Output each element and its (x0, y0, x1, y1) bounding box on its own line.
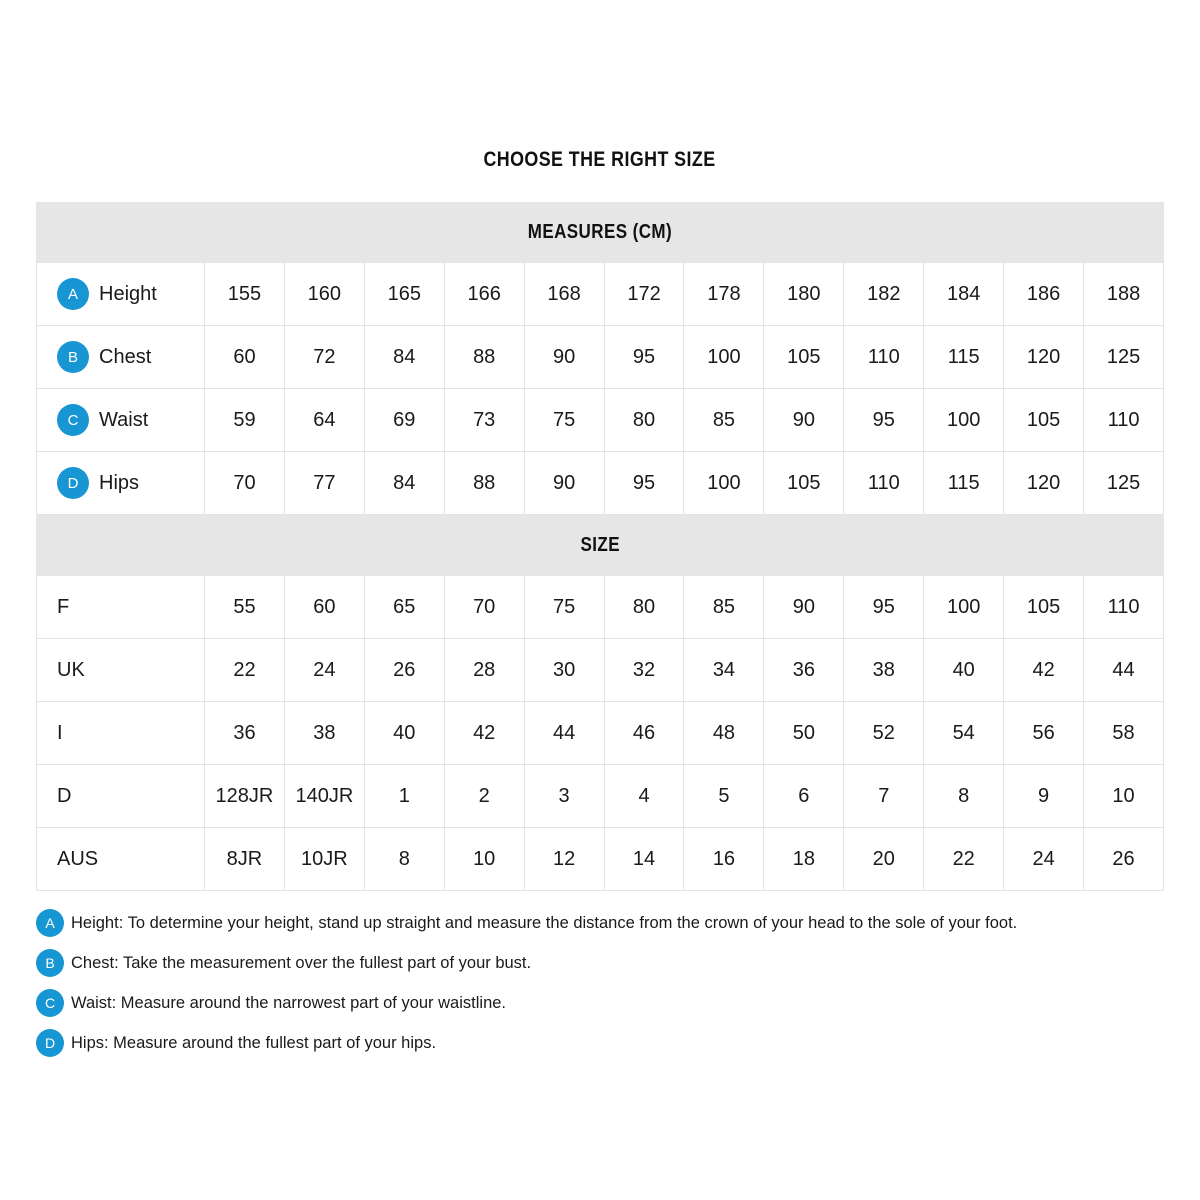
f-value-cell: 90 (763, 576, 843, 638)
i-value-cell: 38 (284, 702, 364, 764)
height-value-cell: 186 (1003, 263, 1083, 325)
i-value-cell: 40 (364, 702, 444, 764)
f-value-cell: 85 (683, 576, 763, 638)
d-value-cell: 4 (604, 765, 684, 827)
d-value-cell: 5 (683, 765, 763, 827)
aus-value-cell: 16 (683, 828, 763, 890)
waist-value-cell: 100 (923, 389, 1003, 451)
i-value-cell: 46 (604, 702, 684, 764)
height-value-cell: 182 (843, 263, 923, 325)
aus-value-cell: 18 (763, 828, 843, 890)
height-value-cell: 168 (524, 263, 604, 325)
i-value-cell: 50 (763, 702, 843, 764)
height-value-cell: 184 (923, 263, 1003, 325)
f-value-cell: 60 (284, 576, 364, 638)
chest-value-cell: 110 (843, 326, 923, 388)
waist-value-cell: 85 (683, 389, 763, 451)
chest-value-cell: 105 (763, 326, 843, 388)
waist-value-cell: 110 (1083, 389, 1163, 451)
height-value-cell: 160 (284, 263, 364, 325)
chest-value-cell: 72 (284, 326, 364, 388)
chest-value-cell: 100 (683, 326, 763, 388)
size-header-label: SIZE (580, 534, 620, 556)
hips-value-cell: 77 (284, 452, 364, 514)
f-value-cell: 75 (524, 576, 604, 638)
chest-value-cell: 60 (204, 326, 284, 388)
uk-value-cell: 22 (204, 639, 284, 701)
hips-value-cell: 125 (1083, 452, 1163, 514)
hips-badge: D (57, 467, 89, 499)
height-value-cell: 166 (444, 263, 524, 325)
note-badge: D (36, 1029, 64, 1057)
d-value-cell: 128JR (204, 765, 284, 827)
note-badge: C (36, 989, 64, 1017)
i-value-cell: 56 (1003, 702, 1083, 764)
aus-label: AUS (57, 847, 99, 870)
uk-value-cell: 34 (683, 639, 763, 701)
height-value-cell: 172 (604, 263, 684, 325)
d-value-cell: 2 (444, 765, 524, 827)
chest-value-cell: 90 (524, 326, 604, 388)
waist-value-cell: 95 (843, 389, 923, 451)
page-title-text: CHOOSE THE RIGHT SIZE (483, 148, 717, 171)
d-row (36, 765, 1164, 828)
chest-value-cell: 120 (1003, 326, 1083, 388)
d-value-cell: 8 (923, 765, 1003, 827)
waist-value-cell: 73 (444, 389, 524, 451)
hips-value-cell: 90 (524, 452, 604, 514)
i-value-cell: 54 (923, 702, 1003, 764)
waist-value-cell: 75 (524, 389, 604, 451)
f-value-cell: 80 (604, 576, 684, 638)
chest-label: Chest (99, 345, 152, 368)
chest-value-cell: 115 (923, 326, 1003, 388)
hips-value-cell: 110 (843, 452, 923, 514)
i-value-cell: 48 (683, 702, 763, 764)
uk-value-cell: 24 (284, 639, 364, 701)
chest-label-cell (37, 326, 204, 388)
f-value-cell: 70 (444, 576, 524, 638)
f-value-cell: 105 (1003, 576, 1083, 638)
d-value-cell: 6 (763, 765, 843, 827)
hips-value-cell: 100 (683, 452, 763, 514)
i-value-cell: 44 (524, 702, 604, 764)
i-value-cell: 58 (1083, 702, 1163, 764)
i-label-cell (37, 702, 204, 764)
hips-row (36, 452, 1164, 515)
d-value-cell: 9 (1003, 765, 1083, 827)
aus-value-cell: 8JR (204, 828, 284, 890)
i-value-cell: 42 (444, 702, 524, 764)
uk-value-cell: 36 (763, 639, 843, 701)
height-value-cell: 178 (683, 263, 763, 325)
aus-value-cell: 24 (1003, 828, 1083, 890)
uk-value-cell: 38 (843, 639, 923, 701)
aus-value-cell: 20 (843, 828, 923, 890)
size-chart-table (36, 202, 1164, 891)
d-value-cell: 140JR (284, 765, 364, 827)
measurement-notes (36, 909, 1164, 1057)
uk-value-cell: 44 (1083, 639, 1163, 701)
uk-label-cell (37, 639, 204, 701)
note-text: Hips: Measure around the fullest part of your hips. (71, 1033, 437, 1052)
chest-value-cell: 95 (604, 326, 684, 388)
note-badge: A (36, 909, 64, 937)
waist-label: Waist (99, 408, 149, 431)
height-value-cell: 155 (204, 263, 284, 325)
note-item (36, 1029, 1164, 1057)
waist-value-cell: 64 (284, 389, 364, 451)
note-item (36, 909, 1164, 937)
aus-value-cell: 12 (524, 828, 604, 890)
uk-value-cell: 32 (604, 639, 684, 701)
d-value-cell: 1 (364, 765, 444, 827)
hips-value-cell: 84 (364, 452, 444, 514)
i-row (36, 702, 1164, 765)
chest-badge: B (57, 341, 89, 373)
waist-value-cell: 80 (604, 389, 684, 451)
hips-value-cell: 115 (923, 452, 1003, 514)
height-value-cell: 165 (364, 263, 444, 325)
hips-value-cell: 105 (763, 452, 843, 514)
chest-row (36, 326, 1164, 389)
height-label: Height (99, 282, 157, 305)
f-label-cell (37, 576, 204, 638)
page-title (0, 0, 1200, 172)
hips-label: Hips (99, 471, 140, 494)
hips-value-cell: 95 (604, 452, 684, 514)
i-label: I (57, 721, 63, 744)
measures-header-label: MEASURES (CM) (527, 221, 673, 243)
aus-row (36, 828, 1164, 891)
f-value-cell: 55 (204, 576, 284, 638)
f-value-cell: 110 (1083, 576, 1163, 638)
waist-row (36, 389, 1164, 452)
note-item (36, 949, 1164, 977)
note-item (36, 989, 1164, 1017)
aus-value-cell: 10JR (284, 828, 364, 890)
uk-value-cell: 42 (1003, 639, 1083, 701)
uk-row (36, 639, 1164, 702)
d-value-cell: 10 (1083, 765, 1163, 827)
hips-value-cell: 88 (444, 452, 524, 514)
f-value-cell: 100 (923, 576, 1003, 638)
waist-value-cell: 69 (364, 389, 444, 451)
waist-value-cell: 105 (1003, 389, 1083, 451)
d-value-cell: 3 (524, 765, 604, 827)
f-row (36, 576, 1164, 639)
measures-rows (36, 263, 1164, 515)
aus-value-cell: 10 (444, 828, 524, 890)
f-label: F (57, 595, 70, 618)
waist-value-cell: 90 (763, 389, 843, 451)
note-text: Chest: Take the measurement over the fullest part of your bust. (71, 953, 532, 972)
uk-value-cell: 26 (364, 639, 444, 701)
uk-label: UK (57, 658, 85, 681)
aus-label-cell (37, 828, 204, 890)
note-text: Height: To determine your height, stand up straight and measure the distance from the crown of your head to the sole of your foot. (71, 913, 1018, 932)
uk-value-cell: 40 (923, 639, 1003, 701)
waist-label-cell (37, 389, 204, 451)
height-value-cell: 188 (1083, 263, 1163, 325)
d-value-cell: 7 (843, 765, 923, 827)
d-label: D (57, 784, 72, 807)
chest-value-cell: 88 (444, 326, 524, 388)
i-value-cell: 52 (843, 702, 923, 764)
hips-label-cell (37, 452, 204, 514)
measures-section-header (36, 202, 1164, 263)
aus-value-cell: 8 (364, 828, 444, 890)
hips-value-cell: 120 (1003, 452, 1083, 514)
size-rows (36, 576, 1164, 891)
height-value-cell: 180 (763, 263, 843, 325)
chest-value-cell: 125 (1083, 326, 1163, 388)
height-row (36, 263, 1164, 326)
hips-value-cell: 70 (204, 452, 284, 514)
uk-value-cell: 28 (444, 639, 524, 701)
d-label-cell (37, 765, 204, 827)
aus-value-cell: 22 (923, 828, 1003, 890)
size-section-header (36, 515, 1164, 576)
height-badge: A (57, 278, 89, 310)
uk-value-cell: 30 (524, 639, 604, 701)
f-value-cell: 65 (364, 576, 444, 638)
aus-value-cell: 14 (604, 828, 684, 890)
aus-value-cell: 26 (1083, 828, 1163, 890)
note-text: Waist: Measure around the narrowest part of your waistline. (71, 993, 507, 1012)
f-value-cell: 95 (843, 576, 923, 638)
chest-value-cell: 84 (364, 326, 444, 388)
waist-value-cell: 59 (204, 389, 284, 451)
height-label-cell (37, 263, 204, 325)
i-value-cell: 36 (204, 702, 284, 764)
note-badge: B (36, 949, 64, 977)
waist-badge: C (57, 404, 89, 436)
